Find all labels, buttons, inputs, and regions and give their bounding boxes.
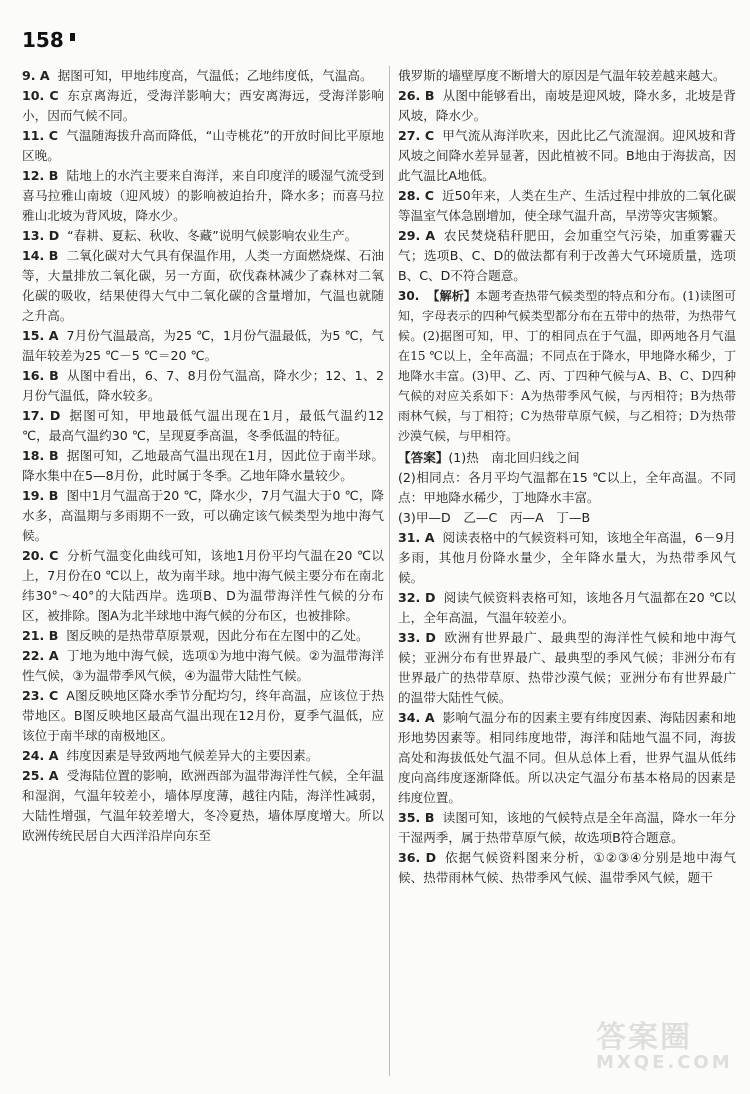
item-number: 29. A [398, 228, 436, 243]
item-text: 分析气温变化曲线可知，该地1月份平均气温在20 ℃以上，7月份在0 ℃以上，故为南半球。地中海气候主要分布在南北纬30°～40°的大陆西岸。选项B、D为温带海洋性气候的分布区，被排除。图A为北半球地中海气候的分布区，也被排除。 [22, 548, 385, 623]
column-divider [389, 66, 390, 1076]
item-number: 36. D [398, 850, 437, 865]
item-number: 20. C [22, 548, 59, 563]
answer-item [398, 126, 736, 186]
answer-item [22, 446, 384, 486]
item-number: 33. D [398, 630, 436, 645]
item-number: 9. A [22, 68, 50, 83]
item-number: 27. C [398, 128, 435, 143]
left-column [22, 66, 384, 846]
item-number: 23. C [22, 688, 59, 703]
answer-item [22, 546, 384, 626]
item-number: 35. B [398, 810, 435, 825]
item-number: 18. B [22, 448, 59, 463]
item-text: 7月份气温最高，为25 ℃，1月份气温最低，为5 ℃，气温年较差为25 ℃－5 ℃＝20 ℃。 [22, 328, 384, 363]
item-number: 15. A [22, 328, 59, 343]
answer-item [398, 226, 736, 286]
answer-item [22, 166, 384, 226]
watermark-logo [596, 1012, 736, 1082]
item-number: 26. B [398, 88, 435, 103]
answer-item [22, 86, 384, 126]
item-text: 图中1月气温高于20 ℃，降水少，7月气温大于0 ℃，降水多，高温期与多雨期不一致，可以确定该气候类型为地中海气候。 [22, 488, 384, 543]
item-text: 丁地为地中海气候，选项①为地中海气候。②为温带海洋性气候，③为温带季风气候，④为温带大陆性气候。 [22, 648, 384, 683]
analysis-block [398, 286, 736, 446]
item-text: 据图可知，乙地最高气温出现在1月，因此位于南半球。降水集中在5—8月份，此时属于冬季。乙地年降水量较少。 [22, 448, 385, 483]
answer-item [398, 186, 736, 226]
item-text: 甲气流从海洋吹来，因此比乙气流湿润。迎风坡和背风坡之间降水差异显著，因此植被不同。B地由于海拔高，因此气温比A地低。 [398, 128, 737, 183]
item-text: 纬度因素是导致两地气候差异大的主要因素。 [66, 748, 319, 763]
item-text: 阅读表格中的气候资料可知，该地全年高温，6－9月多雨，其他月份降水量少，全年降水量大，为热带季风气候。 [398, 530, 736, 585]
answer-item [22, 66, 384, 86]
item-text: 东京离海近，受海洋影响大；西安离海远，受海洋影响小，因而气候不同。 [22, 88, 385, 123]
item-number: 24. A [22, 748, 59, 763]
item-text: 农民焚烧秸秆肥田，会加重空气污染，加重雾霾天气；选项B、C、D的做法都有利于改善大气环境质量，选项B、C、D不符合题意。 [398, 228, 737, 283]
item-text: 影响气温分布的因素主要有纬度因素、海陆因素和地形地势因素等。相同纬度地带，海洋和陆地气温不同，海拔高处和海拔低处气温不同。但从总体上看，世界气温从低纬度向高纬度逐渐降低。所以决定气温分布基本格局的因素是纬度位置。 [398, 710, 736, 805]
item-number: 31. A [398, 530, 435, 545]
answer-line-1: (1)热 南北回归线之间 [448, 450, 580, 465]
item-text: 欧洲有世界最广、最典型的海洋性气候和地中海气候；亚洲分布有世界最广、最典型的季风气候；非洲分布有世界最广的热带草原、热带沙漠气候；亚洲分布有世界最广的温带大陆性气候。 [398, 630, 737, 705]
item-text: 受海陆位置的影响，欧洲西部为温带海洋性气候，全年温和湿润，气温年较差小，墙体厚度薄，越往内陆，海洋性减弱，大陆性增强，气温年较差增大，冬冷夏热，墙体厚度增大。所以欧洲传统民居自大西洋沿岸向东至 [22, 768, 384, 843]
item-number: 19. B [22, 488, 59, 503]
item-text: 据图可知，甲地最低气温出现在1月，最低气温约12 ℃，最高气温约30 ℃，呈现夏季高温，冬季低温的特征。 [22, 408, 384, 443]
answer-item [22, 326, 384, 366]
answer-block [398, 448, 736, 468]
item-text: 据图可知，甲地纬度高，气温低；乙地纬度低，气温高。 [57, 68, 373, 83]
answer-label: 【答案】 [398, 450, 449, 465]
answer-item [22, 366, 384, 406]
item-number: 32. D [398, 590, 436, 605]
item-text: A图反映地区降水季节分配均匀，终年高温，应该位于热带地区。B图反映地区最高气温出现在12月份，夏季气温低，应该位于南半球的南极地区。 [22, 688, 384, 743]
item-number: 25. A [22, 768, 59, 783]
item-number: 10. C [22, 88, 59, 103]
item-number: 22. A [22, 648, 59, 663]
item-number: 11. C [22, 128, 59, 143]
item-text: 图反映的是热带草原景观，因此分布在左图中的乙处。 [66, 628, 369, 643]
answer-item [398, 808, 736, 848]
answer-item [398, 588, 736, 628]
watermark-line-1: 答案圈 [596, 1020, 692, 1055]
item-number: 16. B [22, 368, 59, 383]
item-text: 从图中看出，6、7、8月份气温高，降水少；12、1、2月份气温低，降水较多。 [22, 368, 384, 403]
item-number: 17. D [22, 408, 61, 423]
right-column [398, 66, 736, 888]
answer-item [398, 848, 736, 888]
continued-text: 俄罗斯的墙壁厚度不断增大的原因是气温年较差越来越大。 [398, 68, 726, 83]
answer-item [398, 708, 736, 808]
answer-item [22, 246, 384, 326]
answer-item [22, 226, 384, 246]
answer-item [22, 686, 384, 746]
answer-item [22, 626, 384, 646]
item-number: 28. C [398, 188, 434, 203]
item-text: 从图中能够看出，南坡是迎风坡，降水多，北坡是背风坡，降水少。 [398, 88, 737, 123]
answer-line-3: (3)甲—D 乙—C 丙—A 丁—B [398, 510, 591, 525]
answer-item [22, 406, 384, 446]
item-number: 13. D [22, 228, 60, 243]
answer-item [398, 528, 736, 588]
item-text: 气温随海拔升高而降低，“山寺桃花”的开放时间比平原地区晚。 [22, 128, 384, 163]
item-number: 34. A [398, 710, 435, 725]
item-text: 二氧化碳对大气具有保温作用，人类一方面燃烧煤、石油等，大量排放二氧化碳，另一方面，砍伐森林减少了森林对二氧化碳的吸收，结果使得大气中二氧化碳的含量增加，气温也就随之升高。 [22, 248, 384, 323]
analysis-text: 本题考查热带气候类型的特点和分布。(1)读图可知，字母表示的四种气候类型都分布在五带中的热带，为热带气候。(2)据图可知，甲、丁的相同点在于气温，即两地各月气温在15 ℃以上，全年高温；不同点在于降水，甲地降水稀少，丁地降水丰富。(3)甲、乙、丙、丁四种气候与A、B、C、D四种气候的对应关系如下：A为热带季风气候，与丙相符；B为热带雨林气候，与丁相符；C为热带草原气候，与乙相符；D为热带沙漠气候，与甲相符。 [398, 289, 736, 443]
item-number: 21. B [22, 628, 59, 643]
page-number-mark [70, 33, 75, 41]
answer-item [398, 86, 736, 126]
answer-item [22, 646, 384, 686]
answer-item [398, 628, 736, 708]
item-text: 阅读气候资料表格可知，该地各月气温都在20 ℃以上，全年高温，气温年较差小。 [398, 590, 737, 625]
item-text: 近50年来，人类在生产、生活过程中排放的二氧化碳等温室气体急剧增加，使全球气温升高，旱涝等灾害频繁。 [398, 188, 737, 223]
item-text: “春耕、夏耘、秋收、冬藏”说明气候影响农业生产。 [67, 228, 358, 243]
answer-item [22, 766, 384, 846]
item-text: 读图可知，该地的气候特点是全年高温，降水一年分干湿两季，属于热带草原气候，故选项B符合题意。 [398, 810, 737, 845]
item-number: 12. B [22, 168, 59, 183]
analysis-label: 【解析】 [427, 289, 477, 303]
watermark-line-2: MXQE.COM [596, 1052, 733, 1073]
item-text: 依据气候资料图来分析，①②③④分别是地中海气候、热带雨林气候、热带季风气候、温带季风气候，题干 [398, 850, 736, 885]
answer-item [22, 126, 384, 166]
item-number: 14. B [22, 248, 59, 263]
item-text: 陆地上的水汽主要来自海洋，来自印度洋的暖湿气流受到喜马拉雅山南坡（迎风坡）的影响被迫抬升，降水多；而喜马拉雅山北坡为背风坡，降水少。 [22, 168, 384, 223]
answer-item [22, 746, 384, 766]
answer-item [22, 486, 384, 546]
page-number: 158 [22, 28, 64, 52]
answer-line-2: (2)相同点：各月平均气温都在15 ℃以上，全年高温。不同点：甲地降水稀少，丁地降水丰富。 [398, 470, 736, 505]
item-number: 30. [398, 289, 420, 303]
